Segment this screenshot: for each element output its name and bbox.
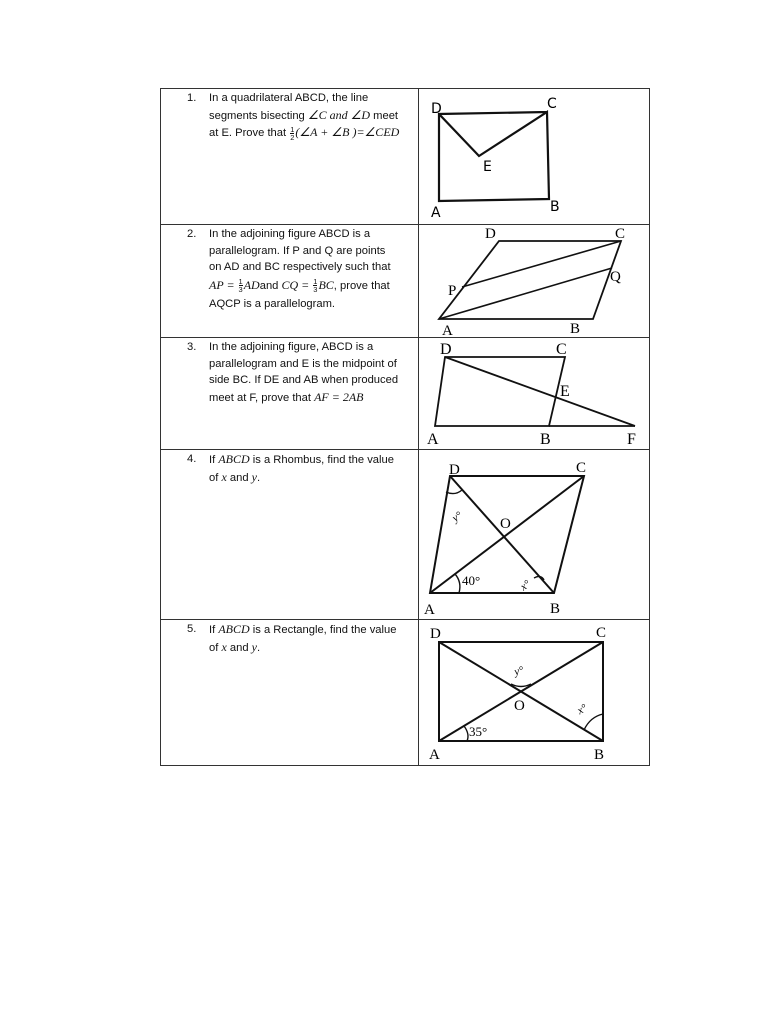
worksheet-table	[160, 88, 650, 766]
vertex-label-o: O	[500, 516, 511, 532]
question-line: parallelogram and E is the midpoint of	[209, 357, 397, 370]
fraction-denominator: 3	[313, 285, 318, 295]
question-line: on AD and BC respectively such that	[209, 261, 391, 273]
fraction	[290, 126, 294, 141]
figure-cell-1	[419, 89, 650, 225]
math-expression: AP =	[209, 277, 238, 292]
vertex-label-a: A	[427, 431, 439, 448]
text: .	[257, 471, 261, 484]
vertex-label-b: B	[550, 199, 560, 215]
question-text	[209, 226, 412, 312]
segment-aq	[439, 268, 612, 319]
vertex-label-c: C	[556, 341, 567, 358]
angle-label-x: x°	[518, 578, 533, 594]
quadrilateral-figure	[419, 89, 648, 223]
fraction-denominator: 3	[238, 285, 243, 295]
question-number: 5.	[187, 623, 197, 635]
vertex-label-a: A	[431, 205, 441, 221]
math-variable: y	[251, 469, 257, 484]
vertex-label-c: C	[547, 96, 557, 112]
question-cell-5	[161, 620, 419, 766]
figure-cell-2	[419, 225, 650, 338]
angle-label-y: y°	[450, 509, 465, 525]
math-variable: x	[221, 639, 227, 654]
figure-lines	[439, 112, 549, 201]
fraction-numerator: 1	[238, 277, 243, 287]
fraction-numerator: 1	[313, 277, 318, 287]
question-line: In a quadrilateral ABCD, the line	[209, 92, 369, 104]
fraction	[313, 278, 317, 293]
question-row-5	[161, 620, 650, 766]
question-text	[209, 339, 412, 406]
vertex-label-o: O	[514, 698, 525, 714]
fraction-numerator: 1	[290, 124, 295, 134]
question-cell-3	[161, 338, 419, 450]
question-line: In the adjoining figure, ABCD is a	[209, 341, 374, 353]
rhombus-figure	[419, 450, 648, 618]
math-expression: AF = 2AB	[314, 389, 364, 404]
vertex-label-b: B	[594, 747, 605, 763]
vertex-label-b: B	[570, 321, 581, 336]
segment-pc	[462, 241, 621, 287]
question-line	[209, 276, 412, 296]
text: meet	[370, 109, 399, 122]
text: meet at F, prove that	[209, 391, 315, 404]
figure-cell-5	[419, 620, 650, 766]
math-variable: y	[251, 639, 257, 654]
vertex-label-d: D	[431, 101, 442, 117]
math-variable: x	[221, 469, 227, 484]
vertex-label-d: D	[485, 226, 496, 242]
vertex-label-e: E	[560, 383, 570, 400]
vertex-label-e: E	[483, 159, 492, 175]
question-cell-4	[161, 450, 419, 620]
question-row-4	[161, 450, 650, 620]
text: and	[259, 279, 282, 292]
question-cell-2	[161, 225, 419, 338]
question-text	[209, 621, 412, 656]
vertex-label-a: A	[442, 323, 453, 336]
question-line	[209, 124, 412, 142]
parallelogram-figure	[419, 225, 648, 336]
angle-label-x: x°	[575, 702, 590, 718]
vertex-label-d: D	[449, 462, 460, 478]
parallelogram-abcd	[439, 241, 621, 319]
question-line	[209, 389, 412, 407]
rectangle-figure	[419, 620, 648, 764]
angle-label-35: 35°	[469, 724, 488, 739]
question-number: 4.	[187, 453, 197, 465]
question-row-1	[161, 89, 650, 225]
text: of	[209, 471, 222, 484]
text: , prove that	[333, 279, 390, 292]
text: .	[257, 641, 261, 654]
text: is a Rhombus, find the value	[249, 454, 394, 466]
math-expression: CQ =	[281, 277, 313, 292]
question-line: parallelogram. If P and Q are points	[209, 244, 386, 257]
vertex-label-d: D	[430, 626, 441, 642]
text: segments bisecting	[209, 109, 308, 122]
question-line: In the adjoining figure ABCD is a	[209, 228, 371, 240]
parallelogram-abcd	[435, 357, 565, 426]
fraction	[239, 278, 243, 293]
text: If	[209, 454, 219, 466]
question-number: 2.	[187, 228, 197, 240]
vertex-label-b: B	[550, 601, 561, 617]
question-text	[209, 90, 412, 142]
question-row-2	[161, 225, 650, 338]
text: is a Rectangle, find the value	[249, 624, 397, 636]
question-line: side BC. If DE and AB when produced	[209, 374, 399, 386]
vertex-label-c: C	[576, 460, 587, 476]
math-expression: ABCD	[218, 622, 250, 636]
question-number: 1.	[187, 92, 197, 104]
text: and	[226, 471, 252, 484]
vertex-label-a: A	[424, 602, 435, 618]
text: of	[209, 641, 222, 654]
question-text	[209, 451, 412, 486]
text: and	[226, 641, 252, 654]
vertex-label-p: P	[448, 283, 457, 299]
vertex-label-c: C	[615, 226, 626, 242]
question-number: 3.	[187, 341, 197, 353]
parallelogram-extension-figure	[419, 338, 648, 448]
vertex-label-q: Q	[610, 269, 621, 285]
vertex-label-f: F	[627, 431, 636, 448]
fraction-denominator: 2	[290, 132, 295, 142]
vertex-label-c: C	[596, 625, 607, 641]
line-df	[445, 357, 635, 426]
question-line	[209, 621, 412, 639]
figure-cell-3	[419, 338, 650, 450]
vertex-label-a: A	[429, 747, 440, 763]
math-expression: AD	[243, 277, 260, 292]
math-expression: BC	[318, 277, 334, 292]
question-line	[209, 469, 412, 487]
figure-cell-4	[419, 450, 650, 620]
angle-arc-40	[455, 574, 460, 593]
text: at E. Prove that	[209, 127, 290, 139]
angle-arc-35	[464, 726, 468, 741]
math-expression: (∠A + ∠B )=∠CED	[295, 125, 400, 139]
text: If	[209, 624, 219, 636]
angle-label-y: y°	[512, 664, 525, 679]
angle-label-40: 40°	[462, 573, 481, 588]
question-line: AQCP is a parallelogram.	[209, 297, 336, 310]
question-cell-1	[161, 89, 419, 225]
question-line	[209, 639, 412, 657]
math-expression: ABCD	[218, 452, 250, 466]
angle-arc-x	[584, 714, 603, 730]
question-row-3	[161, 338, 650, 450]
vertex-label-d: D	[440, 341, 452, 358]
math-expression: ∠C and ∠D	[307, 107, 371, 122]
vertex-label-b: B	[540, 431, 551, 448]
question-line	[209, 451, 412, 469]
question-line	[209, 107, 412, 125]
